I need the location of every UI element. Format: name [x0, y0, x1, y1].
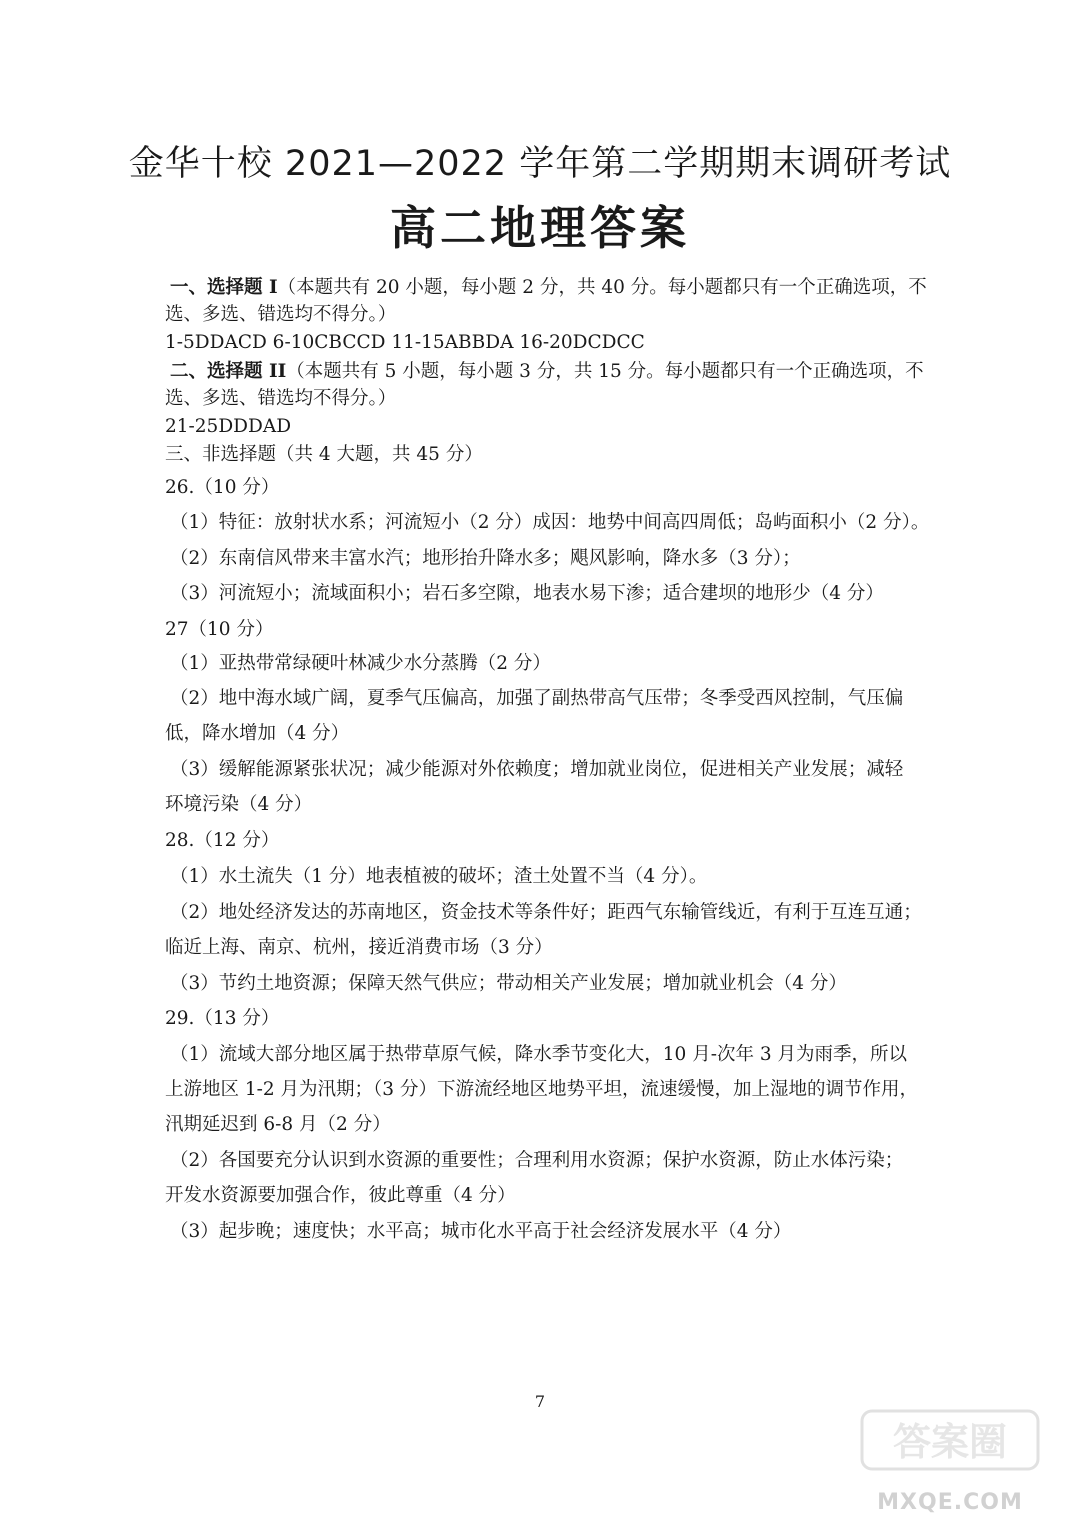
answer-line — [170, 687, 930, 711]
line-text: （1）特征：放射状水系；河流短小（2 分）成因：地势中间高四周低；岛屿面积小（2 分）。 — [170, 512, 930, 533]
line-text: （3）缓解能源紧张状况；减少能源对外依赖度；增加就业岗位，促进相关产业发展；减轻 — [170, 759, 904, 780]
line-text: （3）河流短小；流域面积小；岩石多空隙，地表水易下渗；适合建坝的地形少（4 分） — [170, 583, 884, 604]
answer-line — [165, 829, 925, 853]
answer-line — [170, 582, 930, 606]
page-subtitle: 高二地理答案 — [390, 201, 690, 255]
line-text: 27（10 分） — [165, 619, 274, 640]
answer-line — [170, 901, 930, 925]
watermark-url: MXQE.COM — [877, 1490, 1023, 1515]
answer-line — [170, 511, 930, 535]
answer-line — [165, 1007, 925, 1031]
answer-line — [170, 1220, 930, 1244]
answer-line — [170, 276, 930, 300]
line-text: （2）地中海水域广阔，夏季气压偏高，加强了副热带高气压带；冬季受西风控制，气压偏 — [170, 688, 904, 709]
answer-line — [165, 387, 925, 411]
answer-line — [165, 443, 925, 467]
line-text: （3）起步晚；速度快；水平高；城市化水平高于社会经济发展水平（4 分） — [170, 1221, 792, 1242]
answer-line — [170, 1149, 930, 1173]
answer-line — [170, 972, 930, 996]
answer-line — [165, 618, 925, 642]
answer-line — [165, 476, 925, 500]
line-text: 临近上海、南京、杭州，接近消费市场（3 分） — [165, 937, 553, 958]
answer-line — [170, 1043, 930, 1067]
line-text: 选、多选、错选均不得分。） — [165, 304, 397, 325]
watermark-logo-text: 答案圈 — [892, 1420, 1008, 1464]
page-number: 7 — [534, 1392, 546, 1411]
answer-line — [165, 1113, 925, 1137]
line-text: 1-5DDACD 6-10CBCCD 11-15ABBDA 16-20DCDCC — [165, 332, 645, 353]
line-text: （1）亚热带常绿硬叶林减少水分蒸腾（2 分） — [170, 653, 551, 674]
line-text: 环境污染（4 分） — [165, 794, 313, 815]
line-text: （1）水土流失（1 分）地表植被的破坏；渣土处置不当（4 分）。 — [170, 866, 708, 887]
answer-line — [165, 793, 925, 817]
answer-line — [165, 303, 925, 327]
answer-line — [165, 722, 925, 746]
line-text: 选、多选、错选均不得分。） — [165, 388, 397, 409]
answer-line — [165, 1184, 925, 1208]
line-text: （本题共有 5 小题，每小题 3 分，共 15 分。每小题都只有一个正确选项，不 — [286, 361, 924, 382]
line-text: （本题共有 20 小题，每小题 2 分，共 40 分。每小题都只有一个正确选项，不 — [277, 277, 927, 298]
line-text: 三、非选择题（共 4 大题，共 45 分） — [165, 444, 483, 465]
answer-line — [170, 865, 930, 889]
line-text: （2）各国要充分认识到水资源的重要性；合理利用水资源；保护水资源，防止水体污染； — [170, 1150, 904, 1171]
answer-line — [165, 1078, 925, 1102]
line-text: 21-25DDDAD — [165, 416, 292, 437]
watermark-logo-icon — [860, 1405, 1040, 1475]
section-heading: 一、选择题 I — [170, 277, 278, 298]
answer-line — [170, 360, 930, 384]
line-text: 低，降水增加（4 分） — [165, 723, 350, 744]
line-text: （1）流域大部分地区属于热带草原气候，降水季节变化大，10 月-次年 3 月为雨季，所以 — [170, 1044, 907, 1065]
line-text: 29.（13 分） — [165, 1008, 280, 1029]
section-heading: 二、选择题 II — [170, 361, 287, 382]
line-text: 26.（10 分） — [165, 477, 280, 498]
answer-line — [170, 547, 930, 571]
line-text: 上游地区 1-2 月为汛期；（3 分）下游流经地区地势平坦，流速缓慢，加上湿地的调节作用， — [165, 1079, 918, 1100]
line-text: 28.（12 分） — [165, 830, 280, 851]
answer-line — [170, 652, 930, 676]
answer-line — [170, 758, 930, 782]
answer-line — [165, 331, 925, 355]
answer-line — [165, 415, 925, 439]
page-title: 金华十校 2021—2022 学年第二学期期末调研考试 — [128, 144, 952, 184]
line-text: （2）东南信风带来丰富水汽；地形抬升降水多；飓风影响，降水多（3 分）； — [170, 548, 801, 569]
line-text: （3）节约土地资源；保障天然气供应；带动相关产业发展；增加就业机会（4 分） — [170, 973, 847, 994]
line-text: 开发水资源要加强合作，彼此尊重（4 分） — [165, 1185, 516, 1206]
answer-line — [165, 936, 925, 960]
line-text: 汛期延迟到 6-8 月（2 分） — [165, 1114, 391, 1135]
line-text: （2）地处经济发达的苏南地区，资金技术等条件好；距西气东输管线近，有利于互连互通； — [170, 902, 922, 923]
site-watermark — [850, 1405, 1050, 1515]
